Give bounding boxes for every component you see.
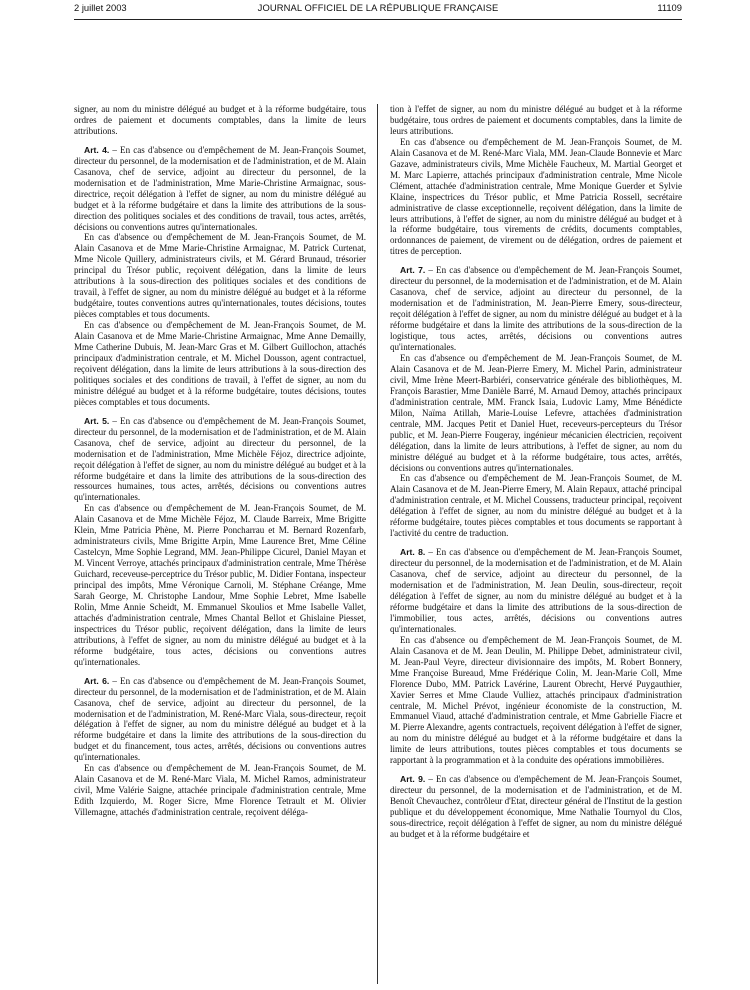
paragraph-text: signer, au nom du ministre délégué au budget et à la réforme budgétaire, tous ordres de paiement et documents comptables, dans la limite de leurs attributions.	[74, 104, 366, 136]
paragraph	[74, 104, 366, 137]
paragraph	[390, 353, 682, 473]
column-divider	[377, 104, 378, 984]
paragraph	[74, 232, 366, 320]
paragraph-text: En cas d'absence ou d'empêchement de M. Jean-François Soumet, de M. Alain Casanova et de M. René-Marc Viala, M. Michel Ramos, administrateur civil, Mme Valérie Saigne, attachée principale d'administration centrale, Mme Edith Izquierdo, M. Roger Sicre, Mme Florence Tetrault et M. Olivier Villemagne, attachés d'administration centrale, reçoivent déléga-	[74, 763, 366, 818]
paragraph	[74, 320, 366, 408]
paragraph-text: En cas d'absence ou d'empêchement de M. Jean-François Soumet, de M. Alain Casanova et de M. Jean-Pierre Emery, M. Michel Parin, administrateur civil, Mme Irène Meert-Barbiéri, conservatrice générale des bibliothèques, M. François Barastier, Mme Danièle Barré, M. Arnaud Demoy, attachés principaux d'administration centrale, MM. Franck Isaia, Ludovic Lamy, Mme Bénédicte Milon, Naïma Atillah, Marie-Louise Lefevre, attachées d'administration centrale, MM. Jacques Petit et Daniel Huet, receveurs-percepteurs du Trésor public, et M. Jean-Pierre Fougeray, ingénieur mécanicien électricien, reçoivent délégation, dans la limite de leurs attributions, à l'effet de signer, au nom du ministre délégué au budget et à la réforme budgétaire, tous actes, arrêtés, décisions ou conventions autres qu'internationales.	[390, 352, 682, 473]
paragraph	[74, 676, 366, 764]
article-label: Art. 4.	[84, 144, 110, 155]
paragraph-text: En cas d'absence ou d'empêchement de M. Jean-François Soumet, de M. Alain Casanova et de Mme Michèle Féjoz, M. Claude Barreix, Mme Brigitte Klein, Mme Patricia Phène, M. Pierre Poncharrau et M. Bernard Rozenfarb, administrateurs civils, Mme Brigitte Arpin, Mme Laurence Bret, Mme Céline Castelcyn, Mme Sophie Legrand, MM. Jean-Philippe Cicurel, Daniel Mayan et M. Vincent Verroye, attachés principaux d'administration centrale, Mme Thérèse Guichard, receveuse-perceptrice du Trésor public, M. Didier Fontana, inspecteur principal des impôts, Mme Véronique Carnoli, M. Stéphane Créange, Mme Sarah George, M. Christophe Landour, Mme Sophie Lebret, Mme Isabelle Rolin, Mme Annie Scheidt, M. Emmanuel Skoulios et Mme Isabelle Vallet, attachés d'administration centrale, Mmes Chantal Bellot et Ghislaine Piesset, inspectrices du Trésor public, reçoivent délégation, dans la limite de leurs attributions, à l'effet de signer, au nom du ministre délégué au budget et à la réforme budgétaire, tous actes, décisions ou conventions autres qu'internationales.	[74, 503, 366, 667]
paragraph-text: – En cas d'absence ou d'empêchement de M. Jean-François Soumet, directeur du personnel, de la modernisation et de l'administration, et de M. Alain Casanova, chef de service, adjoint au directeur du personnel, de la modernisation et de l'administration, Mme Marie-Christine Armaignac, sous-directrice, reçoit délégation à l'effet de signer, au nom du ministre délégué au budget et à la réforme budgétaire et dans la limite des attributions de la sous-direction des politiques sociales et des conditions de travail, tous actes, arrêtés, décisions ou conventions autres qu'internationales.	[74, 144, 366, 232]
left-column	[74, 104, 366, 818]
paragraph	[74, 763, 366, 818]
paragraph-text: En cas d'absence ou d'empêchement de M. Jean-François Soumet, de M. Alain Casanova et de Mme Marie-Christine Armaignac, Mme Anne Demailly, Mme Catherine Dubuis, M. Jean-Marc Gras et M. Gilbert Guillochon, attachés principaux d'administration centrale, et M. Michel Dousson, agent contractuel, reçoivent délégation, dans la limite de leurs attributions à la sous-direction des politiques sociales et des conditions de travail, à l'effet de signer, au nom du ministre délégué au budget et à la réforme budgétaire, toutes décisions, toutes pièces comptables et tous documents.	[74, 320, 366, 407]
article-label: Art. 8.	[400, 547, 426, 558]
paragraph	[390, 774, 682, 840]
article-label: Art. 7.	[400, 265, 426, 276]
paragraph-text: En cas d'absence ou d'empêchement de M. Jean-François Soumet, de M. Alain Casanova et de Mme Marie-Christine Armaignac, M. Patrick Curtenat, Mme Nicole Quillery, administrateurs civils, et M. Gérard Brunaud, trésorier principal du Trésor public, reçoivent délégation, dans la limite de leurs attributions à la sous-direction des politiques sociales et des conditions de travail, à l'effet de signer, au nom du ministre délégué au budget et à la réforme budgétaire, toutes conventions autres qu'internationales, toutes décisions, toutes pièces comptables et tous documents.	[74, 232, 366, 320]
paragraph	[390, 473, 682, 539]
header-rule	[74, 19, 682, 20]
paragraph	[390, 265, 682, 353]
paragraph-text: – En cas d'absence ou d'empêchement de M. Jean-François Soumet, directeur du personnel, de la modernisation et de l'administration, et de M. Alain Casanova, chef de service, adjoint au directeur du personnel, de la modernisation et de l'administration, M. Jean Deulin, sous-directeur, reçoit délégation à l'effet de signer, au nom du ministre délégué au budget et à la réforme budgétaire et dans la limite des attributions de la sous-direction de l'immobilier, tous actes, arrêtés, décisions ou conventions autres qu'internationales.	[390, 547, 682, 634]
header-journal-title: JOURNAL OFFICIEL DE LA RÉPUBLIQUE FRANÇAISE	[257, 2, 499, 13]
article-label: Art. 6.	[84, 675, 110, 686]
paragraph-text: En cas d'absence ou d'empêchement de M. Jean-François Soumet, de M. Alain Casanova et de M. Jean-Pierre Emery, M. Alain Repaux, attaché principal d'administration centrale, et M. Michel Coussens, traducteur principal, reçoivent délégation à l'effet de signer, au nom du ministre délégué au budget et à la réforme budgétaire, toutes pièces comptables et tous documents se rapportant à l'activité du centre de traduction.	[390, 473, 682, 539]
paragraph-text: – En cas d'absence ou d'empêchement de M. Jean-François Soumet, directeur du personnel, de la modernisation et de l'administration, et de M. Alain Casanova, chef de service, adjoint au directeur du personnel, de la modernisation et de l'administration, M. Jean-Pierre Emery, sous-directeur, reçoit délégation à l'effet de signer, au nom du ministre délégué au budget et à la réforme budgétaire et dans la limite des attributions de la sous-direction de la logistique, tous actes, arrêtés, décisions ou conventions autres qu'internationales.	[390, 265, 682, 353]
paragraph	[74, 145, 366, 233]
paragraph-text: tion à l'effet de signer, au nom du ministre délégué au budget et à la réforme budgétaire, tous ordres de paiement et documents comptables, dans la limite de leurs attributions.	[390, 104, 682, 136]
paragraph-text: En cas d'absence ou d'empêchement de M. Jean-François Soumet, de M. Alain Casanova et de M. Jean Deulin, M. Philippe Debet, administrateur civil, M. Jean-Paul Veyre, directeur divisionnaire des impôts, M. Robert Bonnery, Mme Françoise Bureaud, Mme Frédérique Colin, M. Jean-Marie Coll, Mme Florence Dubo, MM. Patrick Lavérine, Laurent Obrecht, Hervé Puygauthier, Xavier Serres et Mme Claude Vulliez, attachés principaux d'administration centrale, M. Michel Prévot, ingénieur économiste de la construction, M. Emmanuel Viaud, attaché d'administration centrale, et Mme Gabrielle Fiacre et M. Pierre Alexandre, agents contractuels, reçoivent délégation à l'effet de signer, au nom du ministre délégué au budget et à la réforme budgétaire et dans la limite de leurs attributions, toutes pièces comptables et tous documents se rapportant à la programmation et à la conduite des opérations immobilières.	[390, 634, 682, 766]
paragraph-text: – En cas d'absence ou d'empêchement de M. Jean-François Soumet, directeur du personnel, de la modernisation et de l'administration, et de M. Alain Casanova, chef de service, adjoint au directeur du personnel, de la modernisation et de l'administration, Mme Michèle Féjoz, directrice adjointe, reçoit délégation à l'effet de signer, au nom du ministre délégué au budget et à la réforme budgétaire et dans la limite des attributions de la sous-direction des ressources humaines, tous actes, arrêtés, décisions ou conventions autres qu'internationales.	[74, 415, 366, 503]
header-page-number: 11109	[657, 2, 682, 13]
paragraph-text: – En cas d'absence ou d'empêchement de M. Jean-François Soumet, directeur du personnel, de la modernisation et de l'administration, et de M. Benoît Chevauchez, contrôleur d'Etat, directeur général de l'Institut de la gestion publique et du développement économique, Mme Nathalie Tournyol du Clos, sous-directrice, reçoit délégation à l'effet de signer, au nom du ministre délégué au budget et à la réforme budgétaire et	[390, 774, 682, 839]
paragraph-text: – En cas d'absence ou d'empêchement de M. Jean-François Soumet, directeur du personnel, de la modernisation et de l'administration, et de M. Alain Casanova, chef de service, adjoint au directeur du personnel, de la modernisation et de l'administration, M. René-Marc Viala, sous-directeur, reçoit délégation à l'effet de signer, au nom du ministre délégué au budget et à la réforme budgétaire et dans la limite des attributions de la sous-direction du budget et du financement, tous actes, arrêtés, décisions ou conventions autres qu'internationales.	[74, 675, 366, 763]
header-date: 2 juillet 2003	[74, 2, 127, 13]
paragraph	[390, 547, 682, 635]
paragraph	[390, 104, 682, 137]
right-column	[390, 104, 682, 840]
article-label: Art. 9.	[400, 774, 426, 785]
paragraph	[390, 635, 682, 766]
article-label: Art. 5.	[84, 415, 110, 426]
page-header	[74, 2, 682, 16]
paragraph	[74, 503, 366, 667]
paragraph-text: En cas d'absence ou d'empêchement de M. Jean-François Soumet, de M. Alain Casanova et de M. René-Marc Viala, MM. Jean-Claude Bonnevie et Marc Gazave, administrateurs civils, Mme Michèle Faucheux, M. Martial Georget et M. Marc Lapierre, attachés principaux d'administration centrale, Mme Nicole Clément, attachée d'administration centrale, Mme Monique Guerder et Sylvie Klaine, inspectrices du Trésor public, et Mme Patricia Rossell, secrétaire administrative de classe exceptionnelle, reçoivent délégation, dans la limite de leurs attributions, à l'effet de signer, au nom du ministre délégué au budget et à la réforme budgétaire, tous virements de crédits, documents comptables, ordonnances de paiement, de virement ou de délégation, ordres de paiement et titres de perception.	[390, 136, 682, 257]
paragraph	[74, 416, 366, 504]
paragraph	[390, 137, 682, 257]
